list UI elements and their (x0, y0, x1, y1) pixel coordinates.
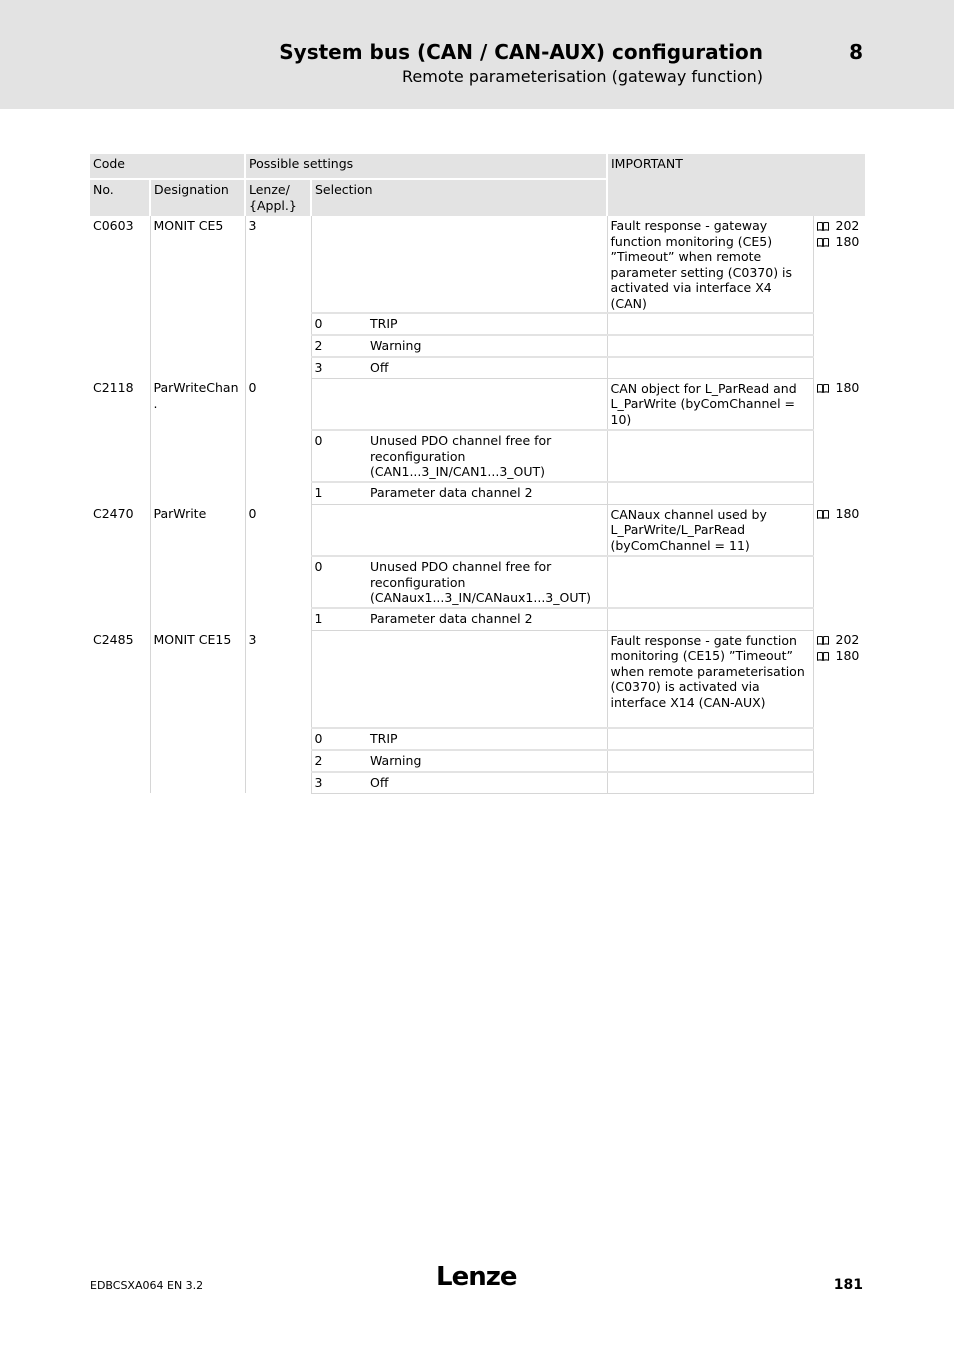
option-label: Off (367, 357, 607, 378)
option-label: Warning (367, 335, 607, 357)
selection-empty (311, 504, 607, 556)
chapter-title: System bus (CAN / CAN-AUX) configuration (279, 40, 763, 64)
option-value: 3 (311, 357, 367, 378)
header-important: IMPORTANT (607, 154, 865, 216)
code-row (90, 378, 865, 430)
page-reference[interactable] (817, 234, 863, 250)
lenze-default: 3 (245, 216, 311, 378)
lenze-default: 0 (245, 378, 311, 504)
option-value: 2 (311, 750, 367, 772)
page-references (813, 504, 865, 630)
option-value: 1 (311, 482, 367, 504)
important-empty (607, 772, 813, 793)
option-value: 0 (311, 556, 367, 608)
page-reference[interactable] (817, 218, 863, 234)
code-row (90, 630, 865, 728)
option-label: TRIP (367, 728, 607, 750)
reference-page-number: 180 (835, 647, 860, 663)
selection-empty (311, 630, 607, 728)
important-empty (607, 313, 813, 335)
header-no: No. (90, 179, 150, 216)
important-empty (607, 728, 813, 750)
selection-empty (311, 378, 607, 430)
table-body (90, 216, 865, 793)
important-empty (607, 430, 813, 482)
page-number: 181 (833, 1277, 863, 1293)
reference-page-number: 180 (835, 506, 860, 521)
header-designation: Designation (150, 179, 245, 216)
book-icon (817, 384, 829, 393)
lenze-default: 0 (245, 504, 311, 630)
page-reference[interactable] (817, 648, 863, 664)
code-number: C2485 (90, 630, 150, 793)
book-icon (817, 238, 829, 247)
important-empty (607, 335, 813, 357)
page-references (813, 216, 865, 378)
reference-page-number: 180 (835, 380, 860, 395)
reference-page-number: 180 (835, 233, 860, 249)
lenze-logo: Lenze (436, 1262, 517, 1292)
code-designation: ParWrite (150, 504, 245, 630)
option-value: 2 (311, 335, 367, 357)
section-subtitle: Remote parameterisation (gateway function) (402, 67, 763, 86)
option-label: Parameter data channel 2 (367, 482, 607, 504)
option-value: 3 (311, 772, 367, 793)
code-number: C0603 (90, 216, 150, 378)
option-value: 0 (311, 728, 367, 750)
option-label: TRIP (367, 313, 607, 335)
code-designation: MONIT CE5 (150, 216, 245, 378)
book-icon (817, 636, 829, 645)
table-header (90, 154, 865, 216)
code-number: C2118 (90, 378, 150, 504)
book-icon (817, 222, 829, 231)
option-label: Unused PDO channel free for reconfiguration (CANaux1...3_IN/CANaux1...3_OUT) (367, 556, 607, 608)
code-row (90, 504, 865, 556)
parameter-table (90, 154, 865, 794)
document-code: EDBCSXA064 EN 3.2 (90, 1279, 204, 1292)
important-note: CANaux channel used by L_ParWrite/L_ParRead (byComChannel = 11) (607, 504, 813, 556)
option-label: Warning (367, 750, 607, 772)
code-row (90, 216, 865, 313)
important-note: CAN object for L_ParRead and L_ParWrite (byComChannel = 10) (607, 378, 813, 430)
option-label: Parameter data channel 2 (367, 608, 607, 630)
important-note: Fault response - gateway function monitoring (CE5) ”Timeout” when remote parameter setting (C0370) is activated via interface X4 (CAN) (607, 216, 813, 313)
header-selection: Selection (311, 179, 607, 216)
header-band (0, 0, 954, 109)
page-reference[interactable] (817, 506, 863, 522)
important-note: Fault response - gate function monitoring (CE15) ”Timeout” when remote parameterisation (C0370) is activated via interface X14 (CAN-AUX) (607, 630, 813, 728)
page-references (813, 630, 865, 793)
chapter-number: 8 (849, 40, 863, 64)
selection-empty (311, 216, 607, 313)
option-value: 1 (311, 608, 367, 630)
code-designation: ParWriteChan . (150, 378, 245, 504)
book-icon (817, 510, 829, 519)
page-references (813, 378, 865, 504)
header-possible-settings: Possible settings (245, 154, 607, 179)
page-reference[interactable] (817, 632, 863, 648)
important-empty (607, 750, 813, 772)
code-number: C2470 (90, 504, 150, 630)
lenze-default: 3 (245, 630, 311, 793)
option-value: 0 (311, 430, 367, 482)
important-empty (607, 608, 813, 630)
important-empty (607, 482, 813, 504)
option-label: Off (367, 772, 607, 793)
important-empty (607, 556, 813, 608)
page-reference[interactable] (817, 380, 863, 396)
important-empty (607, 357, 813, 378)
reference-page-number: 202 (835, 632, 860, 647)
book-icon (817, 652, 829, 661)
option-value: 0 (311, 313, 367, 335)
reference-page-number: 202 (835, 218, 860, 233)
header-lenze: Lenze/ {Appl.} (245, 179, 311, 216)
header-code: Code (90, 154, 245, 179)
option-label: Unused PDO channel free for reconfiguration (CAN1...3_IN/CAN1...3_OUT) (367, 430, 607, 482)
code-designation: MONIT CE15 (150, 630, 245, 793)
